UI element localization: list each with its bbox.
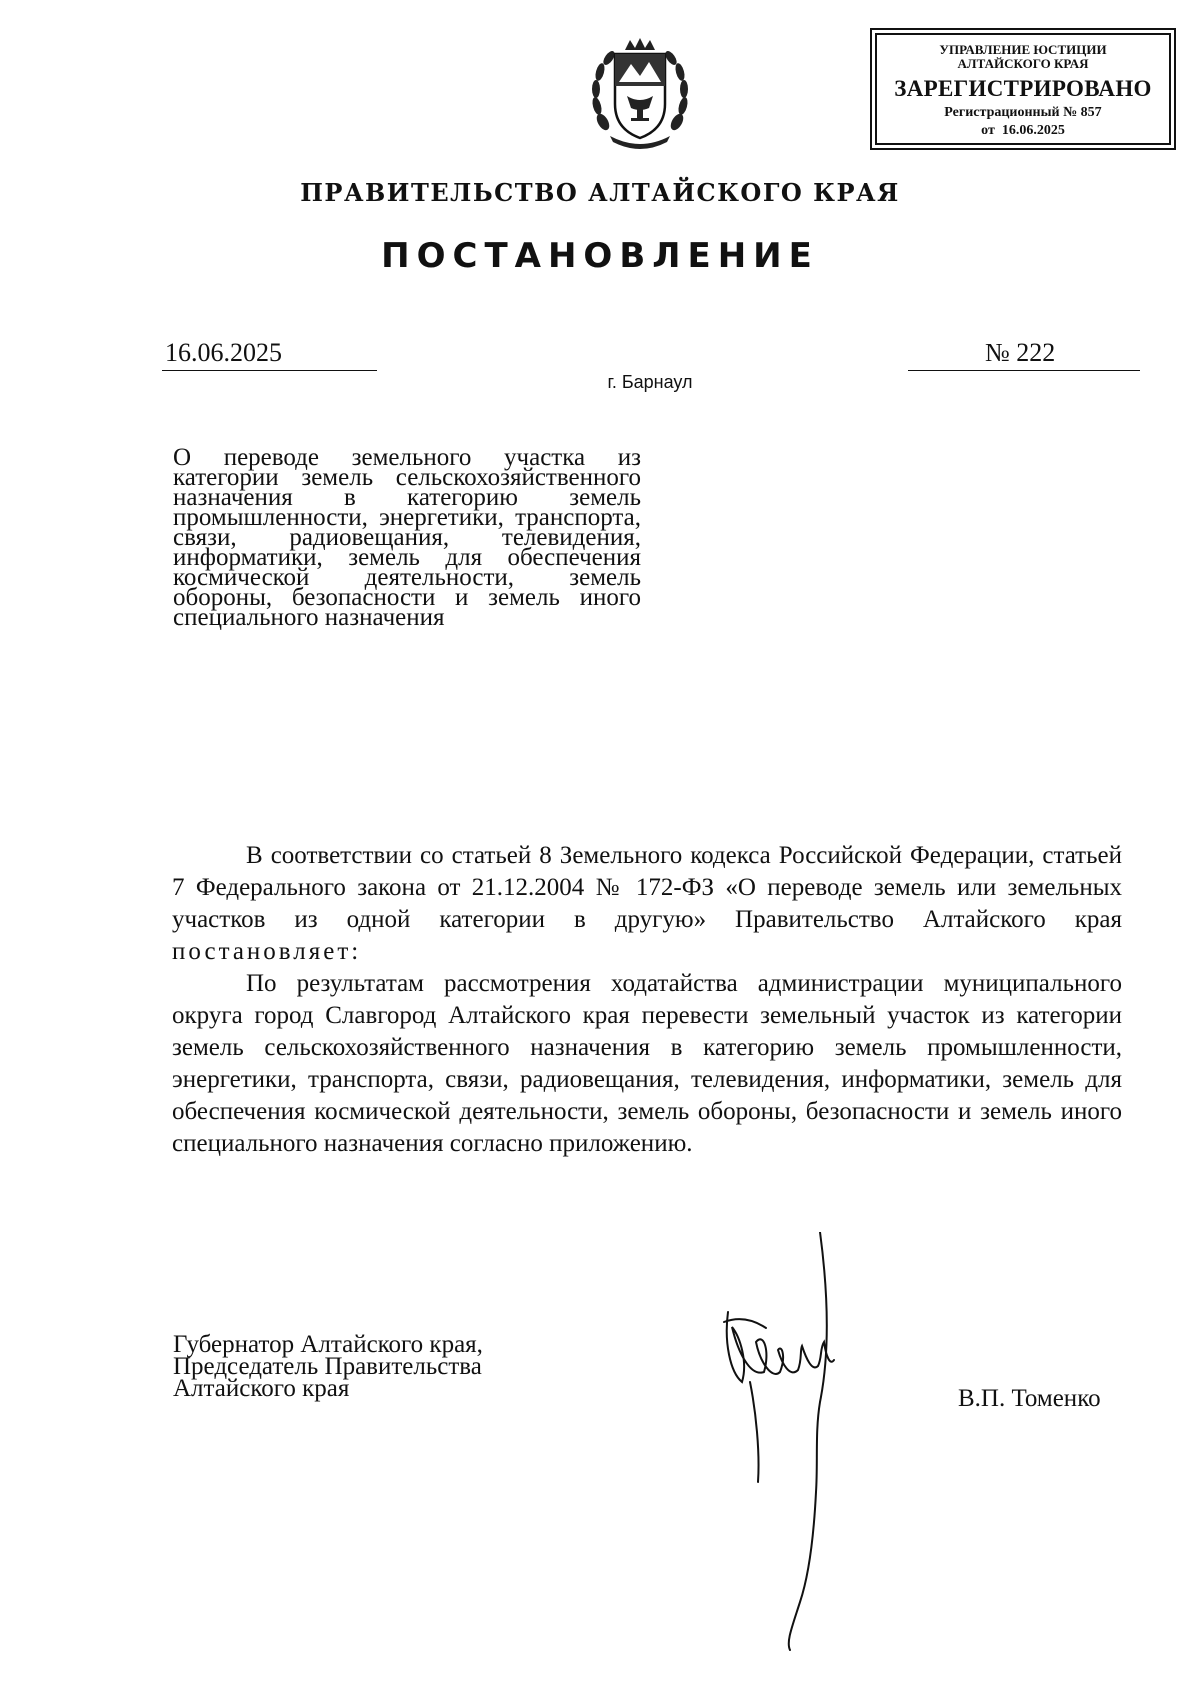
number-underline (908, 370, 1140, 371)
body-paragraph-1-text: В соответствии со статьей 8 Земельного кодекса Российской Федерации, статьей 7 Федерального закона от 21.12.2004 № 172-ФЗ «О переводе земель или земельных участков из одной категории в другую» Правительство Алтайского края (172, 842, 1122, 933)
document-type-title: ПОСТАНОВЛЕНИЕ (381, 236, 819, 276)
registration-stamp (875, 33, 1171, 145)
signer-title (173, 1331, 593, 1402)
date-underline (162, 370, 377, 371)
signer-title-line2: Председатель Правительства (173, 1353, 482, 1380)
document-date: 16.06.2025 (165, 338, 282, 367)
document-number: № 222 (985, 338, 1056, 367)
stamp-reg-number: Регистрационный № 857 (944, 105, 1102, 120)
stamp-reg-date: от 16.06.2025 (981, 123, 1065, 138)
body-paragraph-1 (172, 840, 1122, 968)
signer-name: В.П. Томенко (958, 1385, 1101, 1412)
stamp-authority-line1: УПРАВЛЕНИЕ ЮСТИЦИИ (939, 42, 1107, 57)
government-name: ПРАВИТЕЛЬСТВО АЛТАЙСКОГО КРАЯ (300, 178, 900, 207)
signer-title-line3: Алтайского края (173, 1375, 350, 1402)
document-city: г. Барнаул (607, 372, 693, 392)
handwritten-signature-icon (720, 1232, 845, 1652)
document-subject: О переводе земельного участка из категории земель сельскохозяйственного назначения в категорию земель промышленности, энергетики, транспорта, связи, радиовещания, телевидения, информатики, земель для обеспечения космической деятельности, земель обороны, безопасности и земель иного специального назначения (173, 444, 641, 631)
signer-title-line1: Губернатор Алтайского края, (173, 1331, 483, 1358)
document-body (172, 840, 1122, 1160)
body-paragraph-1-verb: постановляет: (172, 938, 362, 965)
coat-of-arms-icon (585, 34, 695, 154)
body-paragraph-2: По результатам рассмотрения ходатайства администрации муниципального округа город Славгород Алтайского края перевести земельный участок из категории земель сельскохозяйственного назначения в категорию земель промышленности, энергетики, транспорта, связи, радиовещания, телевидения, информатики, земель для обеспечения космической деятельности, земель обороны, безопасности и земель иного специального назначения согласно приложению. (172, 970, 1122, 1157)
stamp-authority-line2: АЛТАЙСКОГО КРАЯ (957, 56, 1089, 71)
stamp-status: ЗАРЕГИСТРИРОВАНО (894, 76, 1152, 101)
